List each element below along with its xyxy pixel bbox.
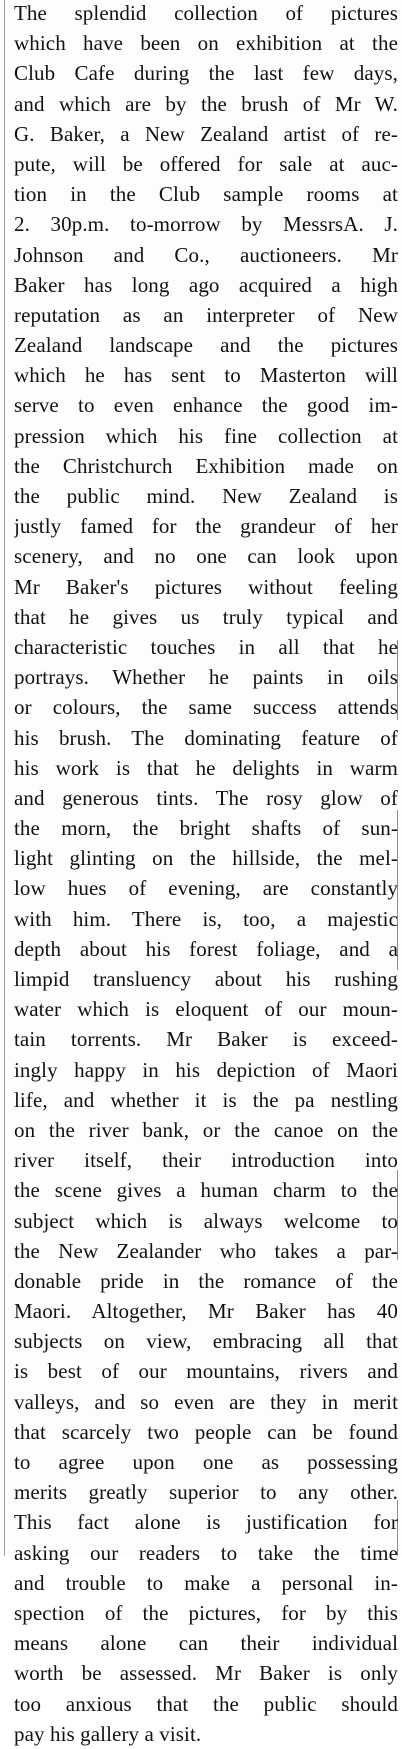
- article-line: reputation as an interpreter of New: [14, 302, 398, 327]
- article-line: Baker has long ago acquired a high: [14, 272, 398, 297]
- article-line: spection of the pictures, for by this: [14, 1600, 398, 1625]
- article-line: Zealand landscape and the pictures: [14, 333, 398, 358]
- article-line: and which are by the brush of Mr W.: [14, 91, 398, 116]
- article-line: subject which is always welcome to: [14, 1208, 398, 1233]
- article-line: scenery, and no one can look upon: [14, 544, 398, 569]
- article-line: subjects on view, embracing all that: [14, 1329, 398, 1354]
- article-line: justly famed for the grandeur of her: [14, 514, 398, 539]
- article-line: pression which his fine collection at: [14, 423, 398, 448]
- article-line: Mr Baker's pictures without feeling: [14, 574, 398, 599]
- article-line: his work is that he delights in warm: [14, 755, 398, 780]
- article-line: the morn, the bright shafts of sun-: [14, 816, 398, 841]
- article-line: ingly happy in his depiction of Maori: [14, 1057, 398, 1082]
- article-line: G. Baker, a New Zealand artist of re-: [14, 121, 398, 146]
- article-line: limpid transluency about his rushing: [14, 967, 398, 991]
- article-line: valleys, and so even are they in merit: [14, 1389, 398, 1414]
- article-line: the Christchurch Exhibition made on: [14, 453, 398, 478]
- article-line: pute, will be offered for sale at auc-: [14, 151, 398, 176]
- article-line: Club Cafe during the last few days,: [14, 61, 398, 86]
- article-line: on the river bank, or the canoe on the: [14, 1117, 398, 1142]
- article-line: means alone can their individual: [14, 1631, 398, 1656]
- article-line: and generous tints. The rosy glow of: [14, 785, 398, 810]
- article-line-final: pay his gallery a visit.: [14, 1721, 202, 1746]
- article-line: asking our readers to take the time: [14, 1540, 398, 1565]
- article-line: This fact alone is justification for: [14, 1510, 398, 1535]
- article-line: low hues of evening, are constantly: [14, 876, 398, 901]
- article-line: to agree upon one as possessing: [14, 1450, 398, 1474]
- article-line: depth about his forest foliage, and a: [14, 936, 398, 961]
- article-line: merits greatly superior to any other.: [14, 1480, 398, 1505]
- article-line: tain torrents. Mr Baker is exceed-: [14, 1027, 398, 1052]
- article-line: the New Zealander who takes a par-: [14, 1238, 398, 1263]
- article-line: the public mind. New Zealand is: [14, 484, 398, 508]
- article-line: that he gives us truly typical and: [14, 604, 398, 629]
- article-line: is best of our mountains, rivers and: [14, 1359, 398, 1384]
- article-line: water which is eloquent of our moun-: [14, 997, 398, 1022]
- article-line: the scene gives a human charm to the: [14, 1178, 398, 1203]
- article-line: that scarcely two people can be found: [14, 1419, 398, 1444]
- article-line: portrays. Whether he paints in oils: [14, 665, 398, 690]
- article-line: 2. 30p.m. to-morrow by MessrsA. J.: [14, 212, 398, 237]
- article-line: Johnson and Co., auctioneers. Mr: [14, 242, 398, 267]
- article-line: and trouble to make a personal in-: [14, 1570, 398, 1595]
- article-line: life, and whether it is the pa nestling: [14, 1087, 398, 1112]
- article-line: with him. There is, too, a majestic: [14, 906, 398, 931]
- article-line: too anxious that the public should: [14, 1691, 398, 1716]
- article-line: tion in the Club sample rooms at: [14, 182, 398, 207]
- article-line: which have been on exhibition at the: [14, 31, 398, 56]
- article-line: which he has sent to Masterton will: [14, 363, 398, 388]
- article-line: or colours, the same success attends: [14, 695, 398, 720]
- article-line: donable pride in the romance of the: [14, 1268, 398, 1293]
- article-line: his brush. The dominating feature of: [14, 725, 398, 750]
- article-line: river itself, their introduction into: [14, 1148, 398, 1173]
- article-line: The splendid collection of pictures: [14, 1, 398, 25]
- article-line: Maori. Altogether, Mr Baker has 40: [14, 1299, 398, 1324]
- article-line: light glinting on the hillside, the mel-: [14, 846, 398, 871]
- article-line: characteristic touches in all that he: [14, 634, 398, 659]
- column-rule-left: [4, 0, 5, 1556]
- article-line: worth be assessed. Mr Baker is only: [14, 1661, 398, 1686]
- article-body: [14, 0, 398, 1749]
- article-line: serve to even enhance the good im-: [14, 393, 398, 418]
